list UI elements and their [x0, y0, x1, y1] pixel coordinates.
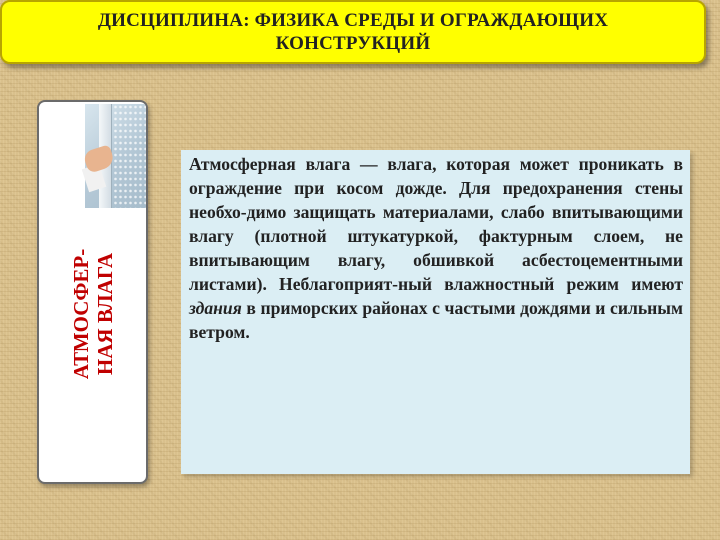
- body-paragraph: [189, 152, 683, 344]
- paragraph-text-part1: Атмосферная влага — влага, которая может проникать в ограждение при косом дожде. Для предохранения стены необхо-димо защищать материалами, слабо впитывающими влагу (плотной штукатуркой, фактурным слоем, не впитывающим влагу, обшивкой асбестоцементными листами). Неблагоприят-ный влажностный режим имеют: [189, 154, 683, 294]
- rain-drops-glass: [113, 104, 147, 208]
- window-photo: [85, 104, 147, 208]
- title-banner: [0, 0, 706, 64]
- section-heading-line1: АТМОСФЕР-: [68, 248, 93, 380]
- section-heading-line2: НАЯ ВЛАГА: [92, 252, 117, 376]
- page-title: ДИСЦИПЛИНА: ФИЗИКА СРЕДЫ И ОГРАЖДАЮЩИХ КОНСТРУКЦИЙ: [97, 10, 609, 54]
- paragraph-italic-word: здания: [189, 298, 242, 318]
- side-panel: [37, 100, 148, 484]
- text-box: [181, 150, 690, 474]
- section-heading: [69, 249, 117, 380]
- paragraph-text-part2: в приморских районах с частыми дождями и сильным ветром.: [189, 298, 683, 342]
